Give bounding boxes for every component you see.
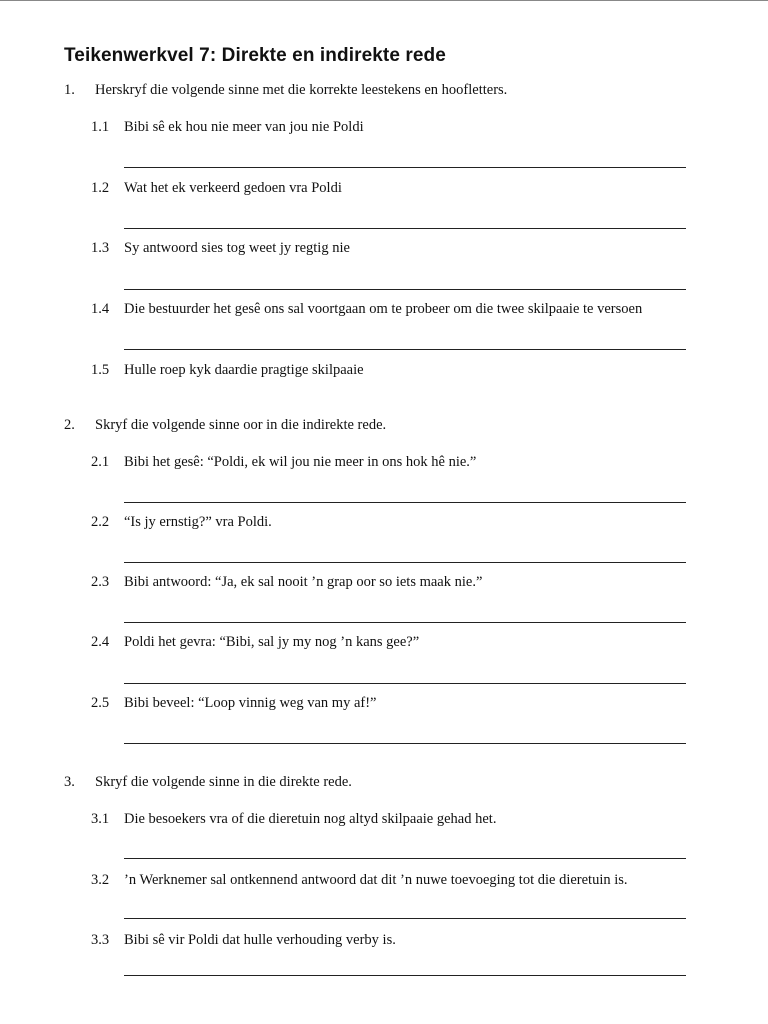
question-text: Wat het ek verkeerd gedoen vra Poldi: [124, 180, 342, 196]
question-text: Poldi het gevra: “Bibi, sal jy my nog ’n kans gee?”: [124, 634, 420, 650]
answer-line-3-3[interactable]: [124, 975, 686, 976]
question-number: 1.2: [91, 180, 110, 196]
section-number: 2.: [64, 417, 75, 433]
answer-line-1-2[interactable]: [124, 228, 686, 229]
section-number: 3.: [64, 774, 75, 790]
question-number: 3.3: [91, 932, 110, 948]
question-number: 3.1: [91, 811, 110, 827]
question-number: 1.5: [91, 362, 110, 378]
worksheet-title: Teikenwerkvel 7: Direkte en indirekte rede: [64, 45, 446, 66]
question-text: Sy antwoord sies tog weet jy regtig nie: [124, 240, 350, 256]
top-border-rule: [0, 0, 768, 2]
question-text: Hulle roep kyk daardie pragtige skilpaaie: [124, 362, 364, 378]
section-instruction: Skryf die volgende sinne oor in die indirekte rede.: [95, 417, 387, 433]
answer-line-1-1[interactable]: [124, 167, 686, 168]
question-number: 2.3: [91, 574, 110, 590]
answer-line-1-3[interactable]: [124, 289, 686, 290]
question-text: Die bestuurder het gesê ons sal voortgaan om te probeer om die twee skilpaaie te versoen: [124, 301, 643, 317]
question-text: Bibi sê ek hou nie meer van jou nie Poldi: [124, 119, 364, 135]
question-number: 2.4: [91, 634, 110, 650]
answer-line-1-4[interactable]: [124, 349, 686, 350]
question-number: 1.1: [91, 119, 110, 135]
answer-line-2-2[interactable]: [124, 562, 686, 563]
question-number: 3.2: [91, 872, 110, 888]
question-text: Bibi beveel: “Loop vinnig weg van my af!”: [124, 695, 377, 711]
answer-line-2-1[interactable]: [124, 502, 686, 503]
section-instruction: Herskryf die volgende sinne met die korrekte leestekens en hoofletters.: [95, 82, 508, 98]
answer-line-3-2[interactable]: [124, 918, 686, 919]
question-number: 2.2: [91, 514, 110, 530]
answer-line-2-3[interactable]: [124, 622, 686, 623]
question-number: 1.3: [91, 240, 110, 256]
question-number: 1.4: [91, 301, 110, 317]
answer-line-2-5[interactable]: [124, 743, 686, 744]
question-number: 2.5: [91, 695, 110, 711]
question-number: 2.1: [91, 454, 110, 470]
section-number: 1.: [64, 82, 75, 98]
question-text: Die besoekers vra of die dieretuin nog altyd skilpaaie gehad het.: [124, 811, 497, 827]
question-text: Bibi antwoord: “Ja, ek sal nooit ’n grap oor so iets maak nie.”: [124, 574, 483, 590]
question-text: “Is jy ernstig?” vra Poldi.: [124, 514, 272, 530]
section-instruction: Skryf die volgende sinne in die direkte rede.: [95, 774, 352, 790]
question-text: Bibi het gesê: “Poldi, ek wil jou nie meer in ons hok hê nie.”: [124, 454, 477, 470]
answer-line-3-1[interactable]: [124, 858, 686, 859]
question-text: Bibi sê vir Poldi dat hulle verhouding verby is.: [124, 932, 396, 948]
answer-line-2-4[interactable]: [124, 683, 686, 684]
question-text: ’n Werknemer sal ontkennend antwoord dat dit ’n nuwe toevoeging tot die dieretuin is.: [124, 872, 628, 888]
